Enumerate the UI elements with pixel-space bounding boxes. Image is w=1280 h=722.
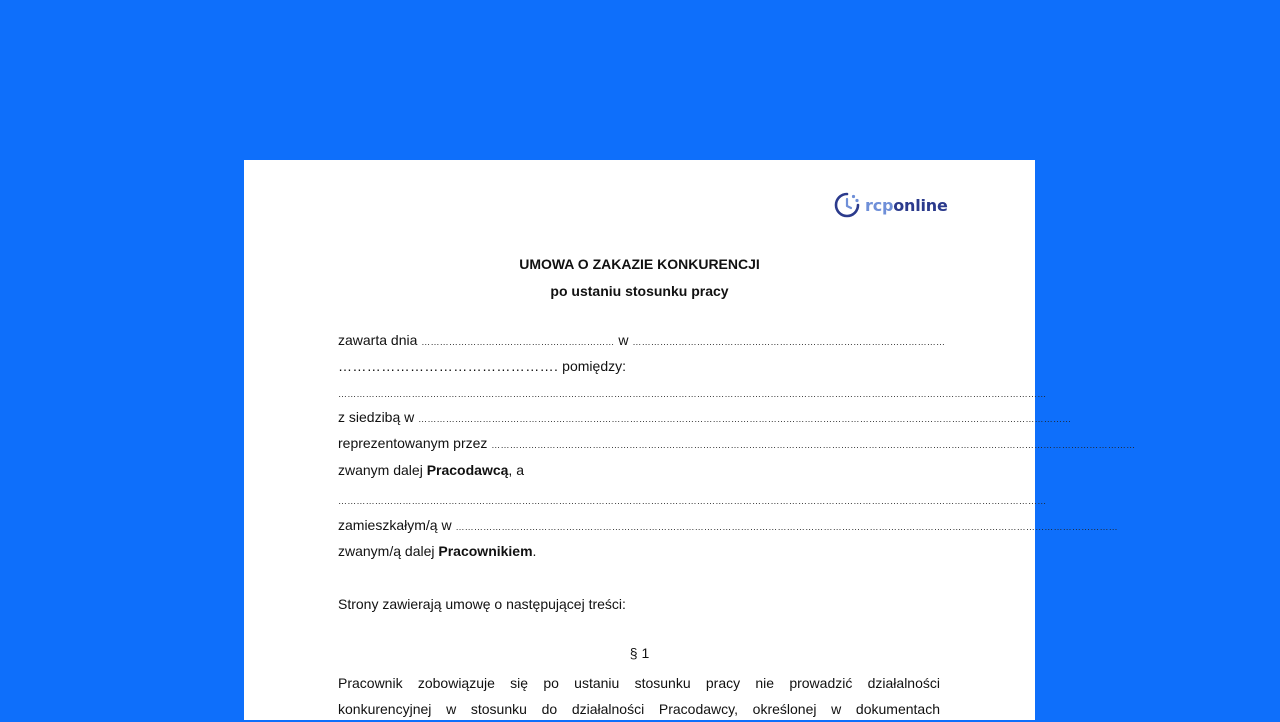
siedziba-blank: ……………………………………………………………………………………………………………………………………………………………………………………………: [418, 414, 1072, 424]
document-page: [244, 160, 1136, 720]
zwanym-suffix: , a: [508, 462, 524, 478]
prac-label: zwanym/ą dalej: [338, 543, 439, 559]
line-pracownik: [338, 542, 940, 560]
zam-blank: ………………………………………………………………………………………………………………………………………………………………………………………………: [455, 522, 1118, 532]
document-subtitle: po ustaniu stosunku pracy: [550, 283, 729, 299]
date-blank: ………………………………………………………: [421, 337, 615, 347]
line-strony: Strony zawierają umowę o następującej treści:: [338, 596, 626, 612]
pomiedzy-label: pomiędzy:: [558, 358, 626, 374]
prac-suffix: .: [532, 543, 537, 559]
logo-text-rcp: rcp: [865, 195, 894, 215]
line-employee-name: [338, 490, 1047, 510]
paragraph-1: [338, 670, 940, 722]
line-reprezentowanym: [338, 434, 1136, 454]
place-blank-cont: ……………………………………….: [338, 358, 559, 374]
employee-name-blank: ……………………………………………………………………………………………………………………………………………………………………………………………………………: [338, 496, 1047, 506]
line-pomiedzy: [338, 357, 940, 375]
line-pracodawca: [338, 461, 940, 479]
pracodawca-term: Pracodawcą: [426, 462, 509, 478]
logo-text: [865, 196, 948, 215]
document-title: UMOWA O ZAKAZIE KONKURENCJI: [519, 256, 760, 272]
logo-text-online: online: [893, 195, 948, 215]
place-label: w: [614, 332, 633, 348]
pracownik-term: Pracownikiem: [438, 543, 533, 559]
siedziba-label: z siedzibą w: [338, 409, 419, 425]
line-zamieszkalym: [338, 516, 1118, 536]
zawarta-label: zawarta dnia: [338, 332, 422, 348]
place-blank: …………………………………………………………………………………………: [632, 337, 946, 347]
repr-label: reprezentowanym przez: [338, 435, 492, 451]
rcponline-logo: [833, 190, 948, 220]
zwanym-label: zwanym dalej: [338, 462, 427, 478]
line-zawarta: [338, 331, 946, 351]
line-siedziba: [338, 408, 1072, 428]
repr-blank: …………………………………………………………………………………………………………………………………………………………………………………………: [491, 440, 1136, 450]
employer-name-blank: ……………………………………………………………………………………………………………………………………………………………………………………………………………: [338, 389, 1047, 399]
paragraph-line: Pracownik zobowiązuje się po ustaniu stosunku pracy nie prowadzić działalności: [338, 675, 940, 691]
section-mark: § 1: [629, 645, 650, 661]
clock-icon: [833, 191, 861, 219]
paragraph-line: konkurencyjnej w stosunku do działalności Pracodawcy, określonej w dokumentach: [338, 701, 940, 717]
zam-label: zamieszkałym/ą w: [338, 517, 456, 533]
line-employer-name: [338, 383, 1047, 403]
